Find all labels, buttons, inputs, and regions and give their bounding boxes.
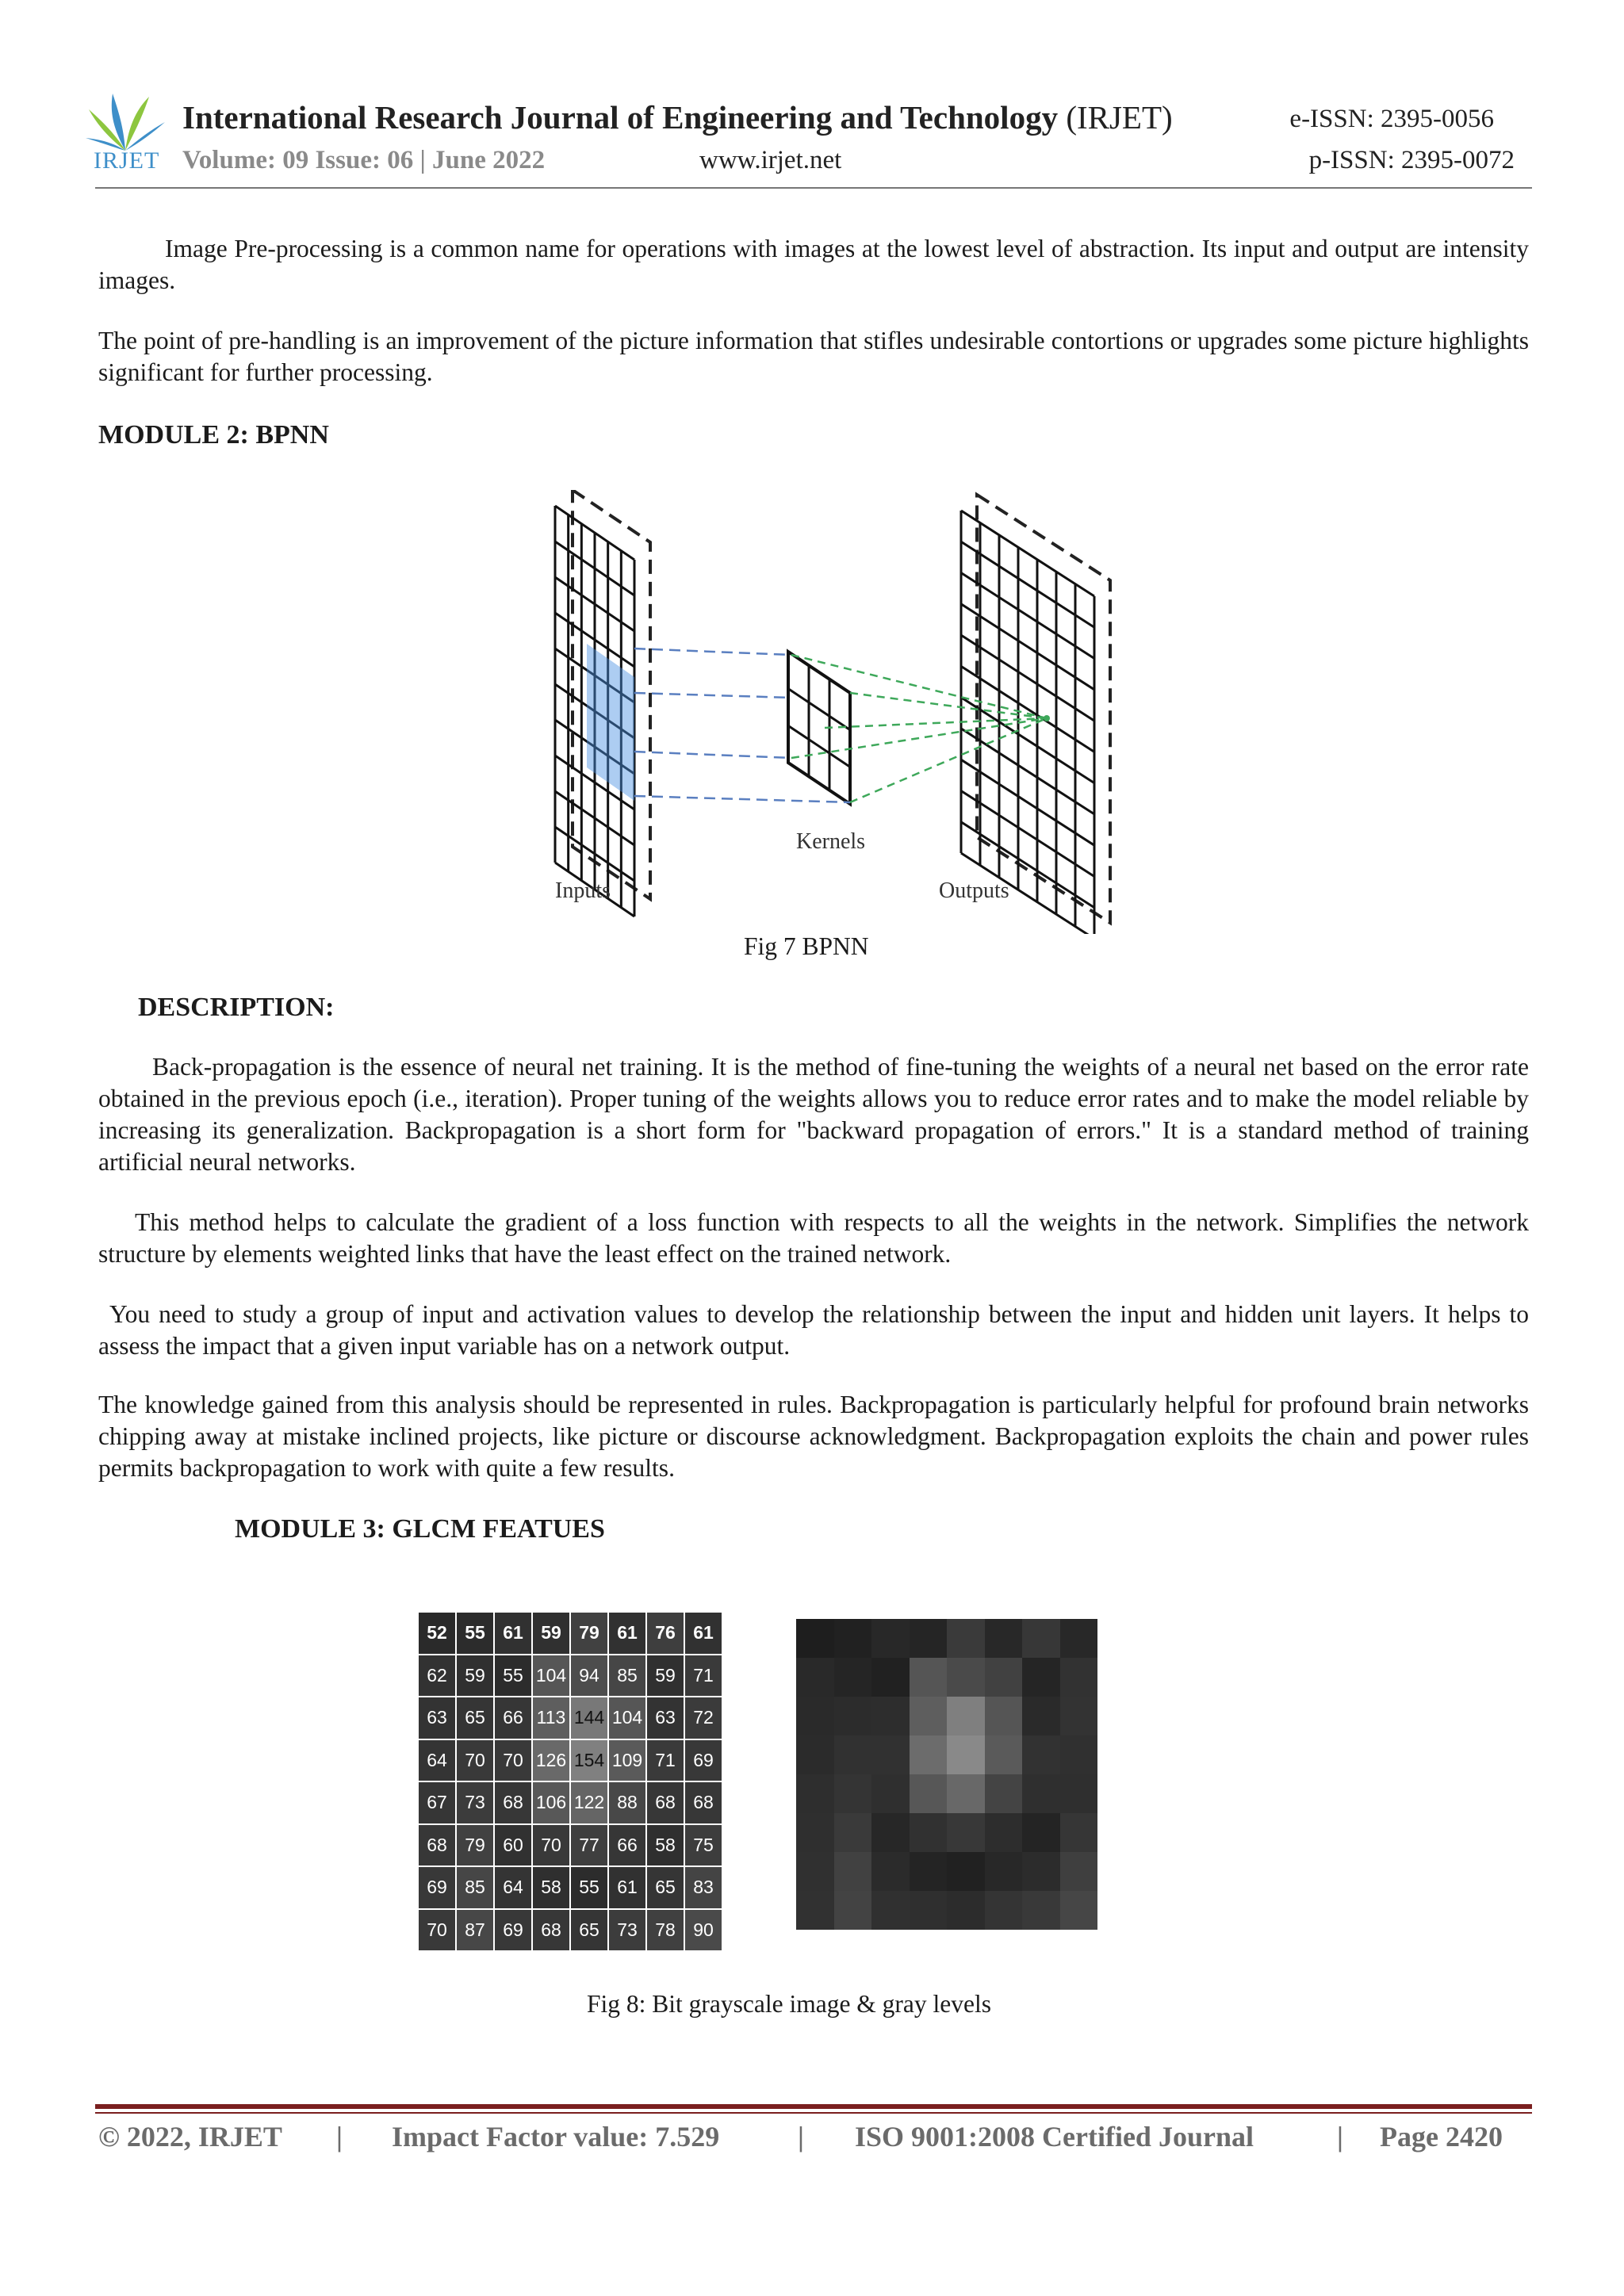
paragraph-activation: You need to study a group of input and activation values to develop the relationship between the input and hidden unit layers. It helps to assess the impact that a given input variable has on a network output.	[98, 1300, 1529, 1360]
table-row	[418, 1824, 722, 1867]
paragraph-preprocessing: Image Pre-processing is a common name for operations with images at the lowest level of abstraction. Its input and output are intensity images.	[98, 235, 1529, 294]
footer-copyright: © 2022, IRJET	[98, 2121, 282, 2152]
gray-pixel	[1060, 1813, 1098, 1852]
gray-value-cell: 69	[494, 1909, 532, 1952]
gray-value-cell: 68	[418, 1824, 456, 1867]
gray-pixel	[985, 1697, 1023, 1735]
gray-value-cell: 61	[684, 1612, 722, 1655]
gray-pixel	[834, 1774, 872, 1813]
gray-value-cell: 104	[608, 1697, 646, 1739]
gray-value-cell: 70	[418, 1909, 456, 1952]
footer-separator: |	[798, 2121, 804, 2152]
gray-value-cell: 72	[684, 1697, 722, 1739]
gray-pixel	[910, 1813, 948, 1852]
description-heading: DESCRIPTION:	[138, 993, 335, 1022]
output-grid	[961, 511, 1094, 934]
kernels-label: Kernels	[796, 829, 866, 854]
table-row	[418, 1612, 722, 1655]
gray-value-cell: 75	[684, 1824, 722, 1867]
gray-pixel	[796, 1852, 834, 1891]
gray-value-cell: 78	[646, 1909, 684, 1952]
gray-pixel	[910, 1891, 948, 1930]
p-issn: p-ISSN: 2395-0072	[1308, 146, 1515, 174]
gray-pixel	[796, 1891, 834, 1930]
module3-heading: MODULE 3: GLCM FEATUES	[235, 1514, 605, 1544]
gray-pixel	[1060, 1891, 1098, 1930]
gray-pixel	[871, 1891, 910, 1930]
table-row	[418, 1781, 722, 1824]
gray-pixel	[985, 1658, 1023, 1697]
gray-value-cell: 106	[532, 1781, 570, 1824]
gray-value-cell: 63	[646, 1697, 684, 1739]
gray-value-cell: 77	[570, 1824, 608, 1867]
inputs-label: Inputs	[555, 878, 611, 903]
gray-value-cell: 71	[646, 1739, 684, 1782]
gray-value-cell: 87	[456, 1909, 494, 1952]
gray-pixel	[1022, 1735, 1060, 1774]
gray-pixel	[834, 1852, 872, 1891]
gray-pixel	[985, 1813, 1023, 1852]
gray-value-cell: 104	[532, 1655, 570, 1697]
footer-iso: ISO 9001:2008 Certified Journal	[855, 2121, 1254, 2152]
gray-value-cell: 88	[608, 1781, 646, 1824]
gray-value-cell: 65	[456, 1697, 494, 1739]
gray-value-cell: 85	[456, 1866, 494, 1909]
gray-value-cell: 64	[494, 1866, 532, 1909]
gray-pixel	[985, 1852, 1023, 1891]
gray-value-cell: 62	[418, 1655, 456, 1697]
gray-pixel	[796, 1697, 834, 1735]
module2-heading: MODULE 2: BPNN	[98, 420, 329, 450]
volume-info: Volume: 09 Issue: 06 | June 2022	[182, 146, 546, 174]
gray-pixel	[910, 1774, 948, 1813]
gray-pixel	[947, 1891, 985, 1930]
journal-abbr: (IRJET)	[1066, 99, 1173, 136]
gray-pixel	[834, 1813, 872, 1852]
gray-pixel	[796, 1735, 834, 1774]
gray-pixel	[985, 1891, 1023, 1930]
gray-value-cell: 79	[570, 1612, 608, 1655]
gray-value-cell: 63	[418, 1697, 456, 1739]
gray-pixel	[947, 1735, 985, 1774]
table-row	[418, 1909, 722, 1952]
gray-value-cell: 55	[570, 1866, 608, 1909]
gray-pixel	[1060, 1852, 1098, 1891]
gray-pixel	[1022, 1891, 1060, 1930]
gray-pixel	[947, 1774, 985, 1813]
gray-value-cell: 126	[532, 1739, 570, 1782]
gray-value-cell: 61	[608, 1612, 646, 1655]
gray-value-cell: 83	[684, 1866, 722, 1909]
journal-title: International Research Journal of Engineering and Technology (IRJET)	[182, 99, 1173, 136]
gray-pixel	[834, 1658, 872, 1697]
gray-value-cell: 70	[456, 1739, 494, 1782]
gray-pixel	[1060, 1735, 1098, 1774]
gray-value-cell: 73	[608, 1909, 646, 1952]
gray-value-cell: 70	[532, 1824, 570, 1867]
gray-pixel	[910, 1619, 948, 1658]
gray-value-cell: 70	[494, 1739, 532, 1782]
gray-pixel	[1022, 1813, 1060, 1852]
logo-text: IRJET	[94, 147, 160, 174]
gray-pixel	[871, 1697, 910, 1735]
gray-pixel	[985, 1619, 1023, 1658]
gray-pixel	[910, 1658, 948, 1697]
footer-separator: |	[336, 2121, 343, 2152]
table-row	[418, 1697, 722, 1739]
gray-value-cell: 68	[494, 1781, 532, 1824]
gray-pixel	[947, 1697, 985, 1735]
gray-value-cell: 109	[608, 1739, 646, 1782]
gray-value-cell: 113	[532, 1697, 570, 1739]
gray-pixel	[834, 1735, 872, 1774]
gray-value-cell: 76	[646, 1612, 684, 1655]
gray-pixel	[1060, 1658, 1098, 1697]
gray-value-cell: 59	[532, 1612, 570, 1655]
gray-pixel	[947, 1813, 985, 1852]
gray-value-cell: 66	[494, 1697, 532, 1739]
paragraph-gradient: This method helps to calculate the gradient of a loss function with respects to all the weights in the network. Simplifies the network structure by elements weighted links that have the least effect on the trained network.	[98, 1208, 1529, 1268]
fig7-caption: Fig 7 BPNN	[744, 932, 869, 960]
gray-value-cell: 90	[684, 1909, 722, 1952]
footer-page: Page 2420	[1380, 2121, 1503, 2152]
gray-value-cell: 85	[608, 1655, 646, 1697]
gray-value-cell: 61	[494, 1612, 532, 1655]
website-link[interactable]: www.irjet.net	[699, 146, 842, 174]
outputs-label: Outputs	[939, 878, 1009, 903]
gray-pixel	[985, 1774, 1023, 1813]
gray-value-cell: 58	[646, 1824, 684, 1867]
gray-pixel	[871, 1658, 910, 1697]
gray-pixel	[910, 1735, 948, 1774]
gray-pixel	[796, 1774, 834, 1813]
gray-value-cell: 69	[684, 1739, 722, 1782]
gray-pixel	[796, 1813, 834, 1852]
gray-pixel	[947, 1658, 985, 1697]
e-issn: e-ISSN: 2395-0056	[1289, 105, 1494, 133]
paragraph-prehandling: The point of pre-handling is an improvement of the picture information that stifles undesirable contortions or upgrades some picture highlights significant for further processing.	[98, 327, 1529, 386]
gray-value-cell: 73	[456, 1781, 494, 1824]
gray-pixel	[1060, 1697, 1098, 1735]
gray-value-cell: 71	[684, 1655, 722, 1697]
gray-value-cell: 68	[532, 1909, 570, 1952]
gray-pixel	[1022, 1658, 1060, 1697]
footer-divider	[95, 2104, 1532, 2109]
gray-pixel	[1022, 1619, 1060, 1658]
gray-value-cell: 94	[570, 1655, 608, 1697]
gray-level-table	[417, 1611, 723, 1952]
gray-value-cell: 55	[456, 1612, 494, 1655]
gray-value-cell: 65	[646, 1866, 684, 1909]
gray-value-cell: 79	[456, 1824, 494, 1867]
gray-pixel	[985, 1735, 1023, 1774]
gray-value-cell: 60	[494, 1824, 532, 1867]
bpnn-figure	[539, 490, 1126, 934]
gray-pixel	[1022, 1697, 1060, 1735]
table-row	[418, 1739, 722, 1782]
gray-pixel	[796, 1619, 834, 1658]
paragraph-knowledge: The knowledge gained from this analysis should be represented in rules. Backpropagation is particularly helpful for profound brain networks chipping away at mistake inclined projects, like picture or discourse acknowledgment. Backpropagation exploits the chain and power rules permits backpropagation to work with quite a few results.	[98, 1391, 1529, 1482]
gray-value-cell: 144	[570, 1697, 608, 1739]
gray-pixel	[871, 1774, 910, 1813]
gray-pixel	[796, 1658, 834, 1697]
gray-value-cell: 69	[418, 1866, 456, 1909]
footer-divider-thin	[95, 2112, 1532, 2114]
gray-pixel	[834, 1891, 872, 1930]
gray-pixel	[910, 1697, 948, 1735]
gray-value-cell: 68	[684, 1781, 722, 1824]
gray-pixel	[1022, 1774, 1060, 1813]
gray-pixel	[1060, 1619, 1098, 1658]
gray-value-cell: 61	[608, 1866, 646, 1909]
gray-pixel	[1022, 1852, 1060, 1891]
gray-pixel	[947, 1852, 985, 1891]
header-divider	[95, 187, 1532, 189]
gray-pixel	[871, 1852, 910, 1891]
gray-pixel	[834, 1619, 872, 1658]
gray-value-cell: 64	[418, 1739, 456, 1782]
gray-value-cell: 67	[418, 1781, 456, 1824]
gray-value-cell: 68	[646, 1781, 684, 1824]
paragraph-backprop: Back-propagation is the essence of neural net training. It is the method of fine-tuning the weights of a neural net based on the error rate obtained in the previous epoch (i.e., iteration). Proper tuning of the weights allows you to reduce error rates and to make the model reliable by increasing its generalization. Backpropagation is a short form for "backward propagation of errors." It is a standard method of training artificial neural networks.	[98, 1053, 1529, 1176]
footer-impact-factor: Impact Factor value: 7.529	[392, 2121, 720, 2152]
grayscale-image	[796, 1619, 1097, 1930]
gray-value-cell: 66	[608, 1824, 646, 1867]
gray-value-cell: 55	[494, 1655, 532, 1697]
gray-value-cell: 58	[532, 1866, 570, 1909]
gray-value-cell: 52	[418, 1612, 456, 1655]
gray-pixel	[871, 1619, 910, 1658]
table-row	[418, 1866, 722, 1909]
gray-value-cell: 122	[570, 1781, 608, 1824]
gray-pixel	[871, 1813, 910, 1852]
footer-separator: |	[1337, 2121, 1343, 2152]
gray-pixel	[834, 1697, 872, 1735]
gray-pixel	[1060, 1774, 1098, 1813]
gray-pixel	[910, 1852, 948, 1891]
gray-pixel	[947, 1619, 985, 1658]
gray-value-cell: 59	[646, 1655, 684, 1697]
fig8-caption: Fig 8: Bit grayscale image & gray levels	[587, 1990, 991, 2018]
gray-value-cell: 59	[456, 1655, 494, 1697]
table-row	[418, 1655, 722, 1697]
gray-value-cell: 65	[570, 1909, 608, 1952]
gray-pixel	[871, 1735, 910, 1774]
gray-value-cell: 154	[570, 1739, 608, 1782]
